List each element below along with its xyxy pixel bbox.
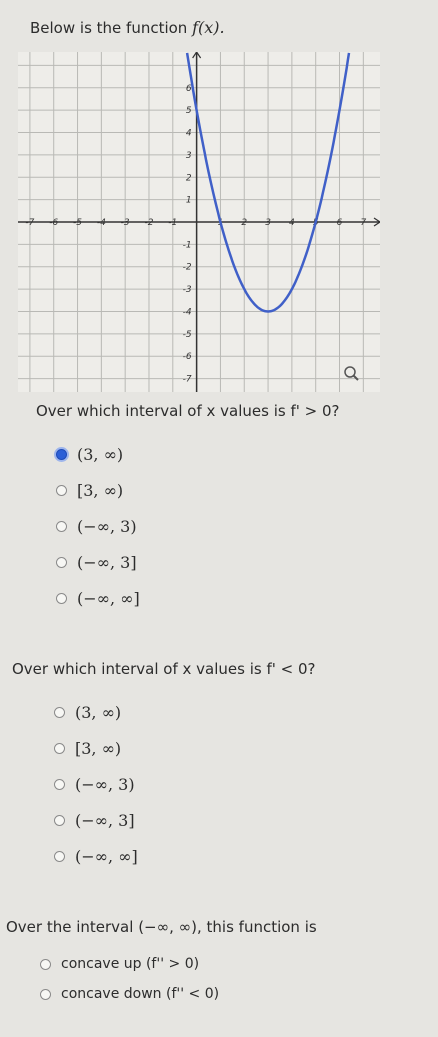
q1-option-1[interactable] <box>56 445 123 464</box>
y-tick-label: -2 <box>182 262 192 273</box>
q1-option-2[interactable] <box>56 481 123 500</box>
q2-option-3[interactable] <box>54 775 135 794</box>
radio-button[interactable] <box>56 485 67 496</box>
radio-button[interactable] <box>54 851 65 862</box>
radio-button[interactable] <box>40 959 51 970</box>
x-tick-label: 4 <box>289 218 295 228</box>
radio-button[interactable] <box>54 815 65 826</box>
q1-option-5[interactable] <box>56 589 140 608</box>
intro-text <box>30 18 225 37</box>
x-tick-label: -6 <box>49 218 59 228</box>
option-label: (3, ∞) <box>75 703 122 722</box>
x-tick-label: -5 <box>73 218 83 228</box>
option-label: concave down (f'' < 0) <box>61 986 220 1002</box>
radio-button[interactable] <box>54 779 65 790</box>
y-tick-label: -4 <box>182 307 192 318</box>
q2-option-1[interactable] <box>54 703 121 722</box>
radio-button[interactable] <box>56 593 67 604</box>
x-tick-label: 5 <box>312 218 319 228</box>
x-tick-label: -1 <box>168 218 178 228</box>
q1-option-3[interactable] <box>56 517 137 536</box>
q1-question-text: Over which interval of x values is f' > 0? <box>36 402 340 420</box>
x-tick-label: 6 <box>336 218 343 228</box>
option-label: (−∞, 3) <box>75 775 135 794</box>
x-tick-label: 7 <box>360 218 367 228</box>
option-label: concave up (f'' > 0) <box>61 956 200 972</box>
y-tick-label: 5 <box>185 106 192 117</box>
option-label: [3, ∞) <box>75 739 122 758</box>
option-label: (−∞, 3] <box>75 811 135 830</box>
x-tick-label: 2 <box>241 218 248 228</box>
radio-button[interactable] <box>54 743 65 754</box>
y-tick-label: -5 <box>182 329 192 340</box>
option-label: (−∞, ∞] <box>75 847 138 866</box>
q3-question <box>6 918 317 936</box>
y-tick-label: 1 <box>185 195 192 206</box>
option-label: [3, ∞) <box>77 481 124 500</box>
radio-button[interactable] <box>54 707 65 718</box>
x-tick-label: -4 <box>96 218 106 228</box>
intro-function: f(x). <box>192 18 225 37</box>
q3-option-1[interactable] <box>40 956 199 972</box>
function-graph <box>18 52 380 392</box>
radio-button[interactable] <box>56 557 67 568</box>
radio-button[interactable] <box>40 989 51 1000</box>
y-tick-label: 3 <box>185 150 192 161</box>
y-tick-label: -6 <box>182 352 192 363</box>
q2-question <box>12 660 315 678</box>
radio-button[interactable] <box>56 521 67 532</box>
option-label: (3, ∞) <box>77 445 124 464</box>
q3-option-2[interactable] <box>40 986 219 1002</box>
q1-question <box>36 402 339 420</box>
x-tick-label: -7 <box>25 218 35 228</box>
y-tick-label: 6 <box>185 83 192 94</box>
x-tick-label: -2 <box>144 218 154 228</box>
q3-question-text: Over the interval (−∞, ∞), this function is <box>6 918 317 936</box>
y-tick-label: -3 <box>182 285 192 296</box>
radio-button-selected[interactable] <box>56 449 67 460</box>
y-tick-label: -7 <box>182 374 192 385</box>
q2-option-4[interactable] <box>54 811 135 830</box>
x-tick-label: 1 <box>217 218 224 228</box>
q2-option-2[interactable] <box>54 739 121 758</box>
y-tick-label: 4 <box>185 128 192 139</box>
q2-option-5[interactable] <box>54 847 138 866</box>
q2-question-text: Over which interval of x values is f' < 0? <box>12 660 316 678</box>
option-label: (−∞, 3) <box>77 517 137 536</box>
x-tick-label: 3 <box>265 218 271 228</box>
y-tick-label: 2 <box>185 173 192 184</box>
option-label: (−∞, 3] <box>77 553 137 572</box>
y-tick-label: -1 <box>182 240 192 251</box>
intro-label: Below is the function <box>30 19 188 37</box>
option-label: (−∞, ∞] <box>77 589 140 608</box>
x-tick-label: -3 <box>120 218 130 228</box>
q1-option-4[interactable] <box>56 553 137 572</box>
